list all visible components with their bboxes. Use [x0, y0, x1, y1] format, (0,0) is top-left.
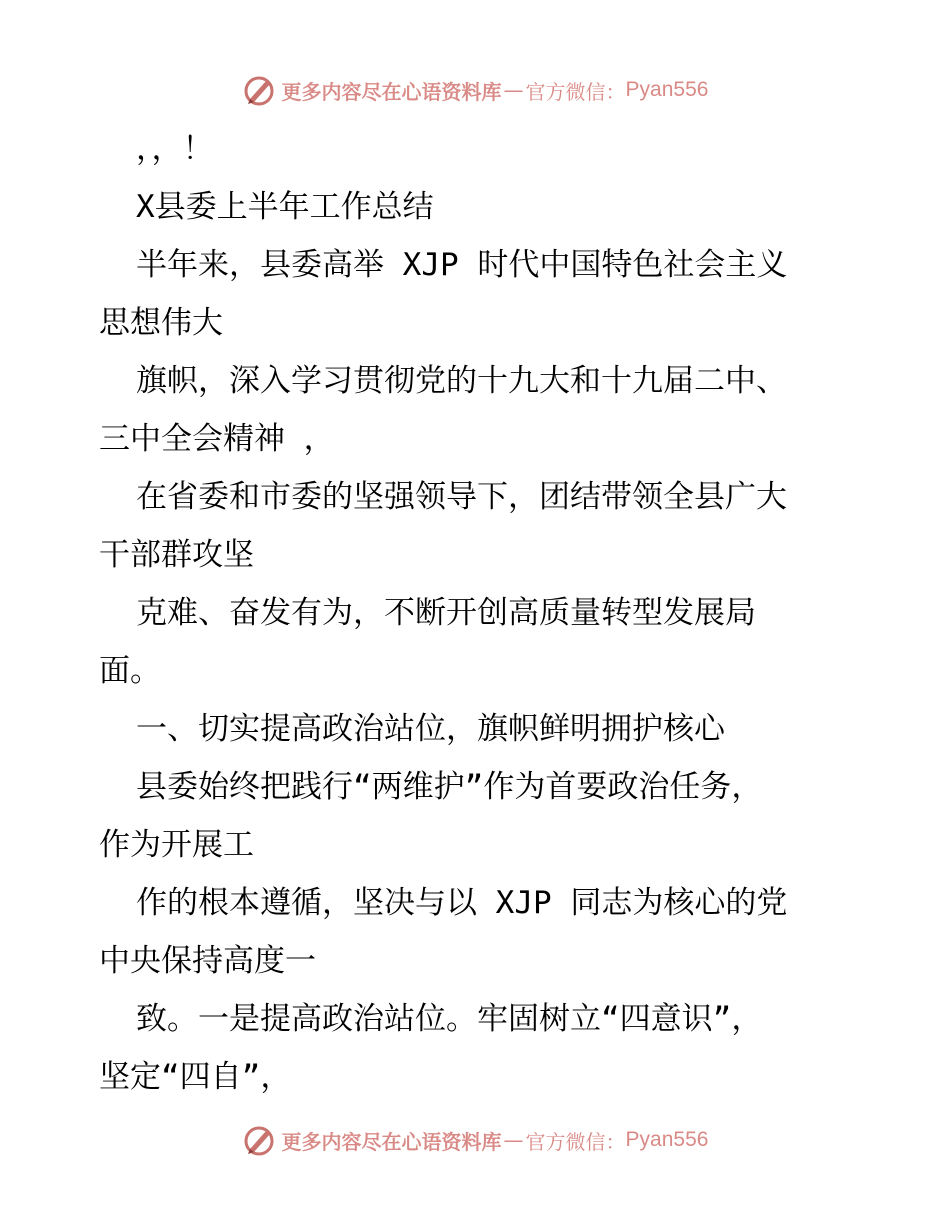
text-line: ，，！ [136, 131, 214, 167]
text-line: 致。一是提高政治站位。牢固树立“四意识”， [136, 1001, 763, 1037]
watermark-library-text: 更多内容尽在心语资料库 [281, 1129, 502, 1154]
text-line: 县委始终把践行“两维护”作为首要政治任务， [136, 769, 763, 805]
pen-logo-icon [242, 73, 276, 107]
watermark-dash: — [503, 1128, 524, 1152]
document-body [99, 120, 899, 1106]
section-heading: 一、切实提高政治站位，旗帜鲜明拥护核心 [136, 711, 725, 747]
text-line: 半年来，县委高举 XJP 时代中国特色社会主义 [136, 247, 788, 283]
watermark-library-text: 更多内容尽在心语资料库 [281, 79, 502, 104]
text-line: 面。 [99, 653, 161, 689]
footer-watermark [0, 1120, 950, 1160]
watermark-dash: — [503, 78, 524, 102]
document-title: X县委上半年工作总结 [136, 189, 434, 225]
text-line: 坚定“四自”， [99, 1059, 292, 1095]
text-line: 干部群攻坚 [99, 537, 254, 573]
watermark-wechat-id: Pyan556 [625, 78, 709, 101]
text-line: 作的根本遵循，坚决与以 XJP 同志为核心的党 [136, 885, 788, 921]
watermark-wechat-label: 官方微信： [525, 1129, 626, 1154]
text-line: 三中全会精神 ， [99, 421, 335, 457]
text-line: 在省委和市委的坚强领导下，团结带领全县广大 [136, 479, 787, 515]
text-line: 思想伟大 [99, 305, 223, 341]
text-line: 旗帜，深入学习贯彻党的十九大和十九届二中、 [136, 363, 787, 399]
watermark-wechat-label: 官方微信： [525, 79, 626, 104]
text-line: 克难、奋发有为，不断开创高质量转型发展局 [136, 595, 756, 631]
text-line: 中央保持高度一 [99, 943, 316, 979]
header-watermark [0, 70, 950, 110]
watermark-wechat-id: Pyan556 [625, 1128, 709, 1151]
text-line: 作为开展工 [99, 827, 254, 863]
pen-logo-icon [242, 1123, 276, 1157]
